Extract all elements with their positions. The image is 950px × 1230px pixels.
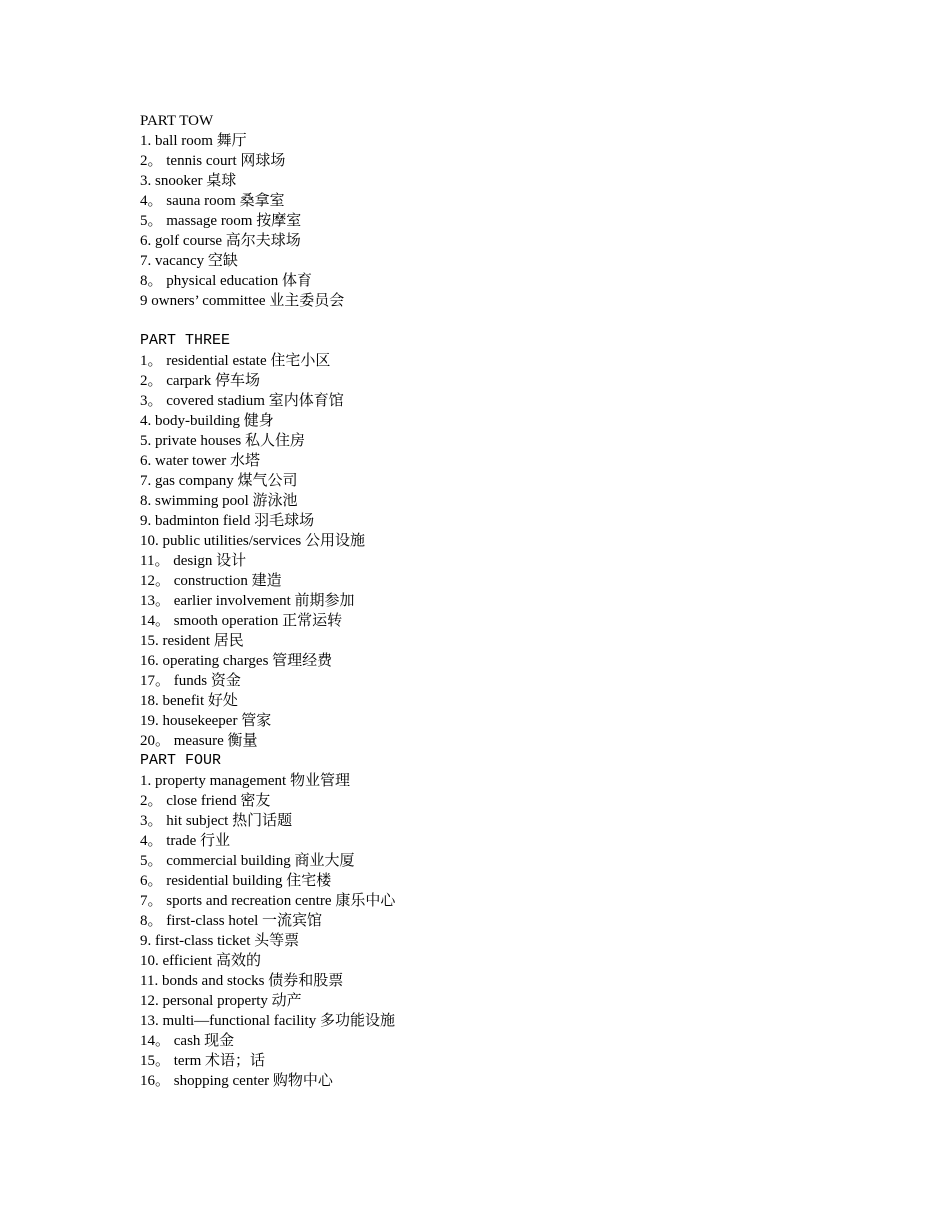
- vocab-item: 11。 design 设计: [140, 553, 247, 569]
- vocab-item: 3。 covered stadium 室内体育馆: [140, 393, 344, 409]
- vocab-item: 15. resident 居民: [140, 633, 244, 649]
- vocab-item: 2。 close friend 密友: [140, 793, 271, 809]
- vocab-item: 9. badminton field 羽毛球场: [140, 513, 315, 529]
- vocab-item: 11. bonds and stocks 债券和股票: [140, 973, 344, 989]
- document-page: [140, 111, 840, 1091]
- vocab-item: 4。 trade 行业: [140, 833, 230, 849]
- section-spacer: [140, 311, 840, 331]
- vocab-item: 13。 earlier involvement 前期参加: [140, 593, 355, 609]
- vocab-item: 14。 smooth operation 正常运转: [140, 613, 343, 629]
- part-four-heading: PART FOUR: [140, 752, 222, 769]
- vocab-item: 3. snooker 桌球: [140, 173, 237, 189]
- vocab-item: 3。 hit subject 热门话题: [140, 813, 293, 829]
- vocab-item: 4. body-building 健身: [140, 413, 274, 429]
- vocab-item: 1. ball room 舞厅: [140, 133, 247, 149]
- vocab-item: 7. vacancy 空缺: [140, 253, 238, 269]
- vocab-item: 9 owners’ committee 业主委员会: [140, 293, 345, 309]
- vocab-item: 5. private houses 私人住房: [140, 433, 305, 449]
- vocab-item: 12. personal property 动产: [140, 993, 302, 1009]
- vocab-item: 6。 residential building 住宅楼: [140, 873, 332, 889]
- vocab-item: 14。 cash 现金: [140, 1033, 235, 1049]
- vocab-item: 9. first-class ticket 头等票: [140, 933, 300, 949]
- vocab-item: 17。 funds 资金: [140, 673, 241, 689]
- vocab-item: 6. golf course 高尔夫球场: [140, 233, 301, 249]
- vocab-item: 20。 measure 衡量: [140, 733, 258, 749]
- vocab-item: 7. gas company 煤气公司: [140, 473, 298, 489]
- vocab-item: 15。 term 术语；话: [140, 1053, 265, 1069]
- vocab-item: 2。 carpark 停车场: [140, 373, 260, 389]
- vocab-item: 19. housekeeper 管家: [140, 713, 272, 729]
- vocab-item: 6. water tower 水塔: [140, 453, 260, 469]
- vocab-item: 8. swimming pool 游泳池: [140, 493, 298, 509]
- part-two-heading: PART TOW: [140, 113, 214, 129]
- vocab-item: 1。 residential estate 住宅小区: [140, 353, 331, 369]
- vocab-item: 12。 construction 建造: [140, 573, 282, 589]
- vocab-item: 10. public utilities/services 公用设施: [140, 533, 365, 549]
- vocab-item: 7。 sports and recreation centre 康乐中心: [140, 893, 396, 909]
- part-three-heading: PART THREE: [140, 332, 231, 349]
- vocab-item: 8。 physical education 体育: [140, 273, 313, 289]
- vocab-item: 16. operating charges 管理经费: [140, 653, 333, 669]
- vocab-item: 16。 shopping center 购物中心: [140, 1073, 333, 1089]
- vocab-item: 5。 massage room 按摩室: [140, 213, 302, 229]
- vocab-item: 18. benefit 好处: [140, 693, 238, 709]
- vocab-item: 8。 first-class hotel 一流宾馆: [140, 913, 323, 929]
- part-three-section: [140, 331, 840, 751]
- part-two-section: [140, 111, 840, 311]
- vocab-item: 5。 commercial building 商业大厦: [140, 853, 355, 869]
- vocab-item: 4。 sauna room 桑拿室: [140, 193, 285, 209]
- part-four-section: [140, 751, 840, 1091]
- vocab-item: 1. property management 物业管理: [140, 773, 350, 789]
- vocab-item: 10. efficient 高效的: [140, 953, 261, 969]
- vocab-item: 13. multi—functional facility 多功能设施: [140, 1013, 395, 1029]
- vocab-item: 2。 tennis court 网球场: [140, 153, 286, 169]
